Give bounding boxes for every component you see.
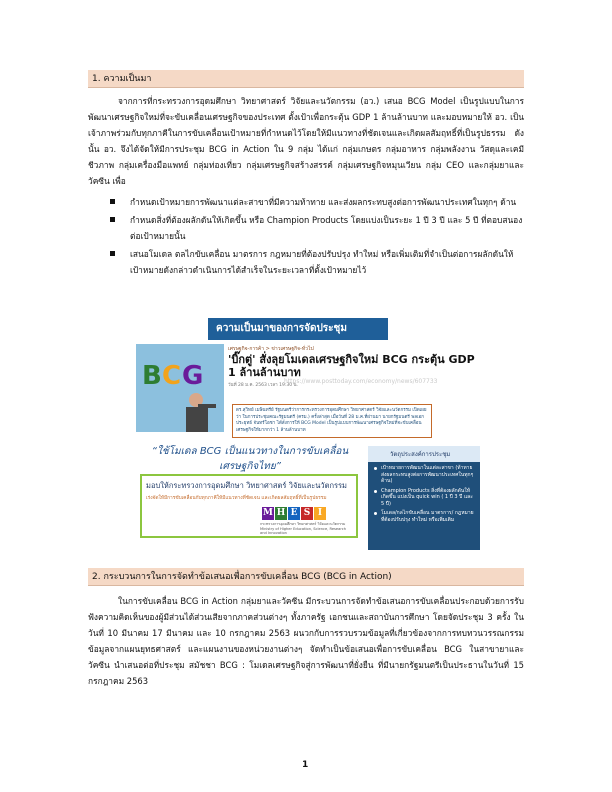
- mhesi-caption: กระทรวงการอุดมศึกษา วิทยาศาสตร์ วิจัยและนวัตกรรม Ministry of Higher Education, Science, Research and Innovation: [260, 522, 346, 535]
- mhesi-letter: M: [263, 508, 273, 518]
- objective-item: โมเดล/กลไกขับเคลื่อน มาตรการ/ กฎหมายที่ต้องปรับปรุง ทำใหม่ หรือเพิ่มเติม: [374, 510, 476, 523]
- section-1-heading: 1. ความเป็นมา: [88, 70, 524, 88]
- news-breadcrumb: เศรษฐกิจ-การค้า > ข่าวเศรษฐกิจ-ทั่วไป: [228, 346, 314, 352]
- assignment-subtitle: เร่งจัดให้มีการขับเคลื่อนกับทุกภาคีให้มีแนวทางที่ชัดเจน และเกิดผลสัมฤทธิ์ที่เป็นรูปธรรม: [146, 496, 327, 501]
- figure-slogan: “ใช้โมเดล BCG เป็นแนวทางในการขับเคลื่อนเศรษฐกิจไทย”: [151, 446, 349, 472]
- square-bullet-icon: [110, 199, 115, 204]
- bullet-item: [88, 212, 524, 244]
- svg-text:G: G: [182, 361, 204, 391]
- news-quote-box: ดร.สุวิทย์ เมษินทรีย์ รัฐมนตรีว่าการกระทรวงการอุดมศึกษา วิทยาศาสตร์ วิจัยและนวัตกรรม เปิดเผยว่า ในการประชุมคณะรัฐมนตรี (ครม.) ครั้งล่าสุด เมื่อวันที่ 28 ม.ค.ที่ผ่านมา นายกรัฐมนตรี พลเอกประยุทธ์ จันทร์โอชา ได้สั่งการให้ BCG Model เป็นรูปแบบการพัฒนาเศรษฐกิจใหม่ที่จะขับเคลื่อนเศรษฐกิจให้มากกว่า 1 ล้านล้านบาท: [232, 404, 432, 438]
- section-1-paragraph: จากการที่กระทรวงการอุดมศึกษา วิทยาศาสตร์ วิจัยและนวัตกรรม (อว.) เสนอ BCG Model เป็นรูปแบบในการพัฒนาเศรษฐกิจใหม่ที่จะขับเคลื่อนเศรษฐกิจของประเทศ ตั้งเป้าเพื่อกระตุ้น GDP 1 ล้านล้านบาท และมอบหมายให้ อว. เป็นเจ้าภาพร่วมกับทุกภาคีในการขับเคลื่อนเป้าหมายที่กำหนดไว้โดยให้มีแนวทางที่ชัดเจนและเกิดผลสัมฤทธิ์ที่เป็นรูปธรรม ดังนั้น อว. จึงได้จัดให้มีการประชุม BCG in Action ใน 9 กลุ่ม ได้แก่ กลุ่มเกษตร กลุ่มอาหาร กลุ่มพลังงาน วัสดุและเคมีชีวภาพ กลุ่มเครื่องมือแพทย์ กลุ่มท่องเที่ยว กลุ่มเศรษฐกิจสร้างสรรค์ กลุ่มเศรษฐกิจหมุนเวียน กลุ่ม CEO และกลุ่มยาและวัคซีน เพื่อ: [88, 96, 524, 186]
- news-date: วันที่ 28 ม.ค. 2563 เวลา 19:30 น.: [228, 383, 298, 388]
- news-headline: 'บิ๊กตู่' สั่งลุยโมเดลเศรษฐกิจใหม่ BCG กระตุ้น GDP 1 ล้านล้านบาท: [228, 353, 475, 379]
- section-2-paragraph: ในการขับเคลื่อน BCG in Action กลุ่มยาและวัคซีน มีกระบวนการจัดทำข้อเสนอการขับเคลื่อนประกอบด้วยการรับฟังความคิดเห็นของผู้มีส่วนได้ส่วนเสียจากภาคส่วนต่างๆ ทั้งภาครัฐ เอกชนและสถาบันการศึกษา โดยจัดประชุม 3 ครั้ง ในวันที่ 10 มีนาคม 17 มีนาคม และ 10 กรกฎาคม 2563 ผนวกกับการรวบรวมข้อมูลที่เกี่ยวข้องจากการทบทวนวรรณกรรม ข้อมูลจากแผนยุทธศาสตร์ และแผนงานของหน่วยงานต่างๆ จัดทำเป็นข้อเสนอเพื่อการขับเคลื่อน BCG ในสาขายาและวัคซีน นำเสนอต่อที่ประชุม สมัชชา BCG : โมเดลเศรษฐกิจสู่การพัฒนาที่ยั่งยืน ที่มีนายกรัฐมนตรีเป็นประธานในวันที่ 15 กรกฎาคม 2563: [88, 596, 524, 686]
- objectives-heading: วัตถุประสงค์การประชุม: [368, 446, 480, 462]
- section-1-bullet-list: [88, 194, 524, 280]
- assignment-box: [140, 474, 358, 538]
- background-infographic: [136, 318, 482, 551]
- mhesi-letter: H: [276, 508, 286, 518]
- section-2-heading: 2. กระบวนการในการจัดทำข้อเสนอเพื่อการขับเคลื่อน BCG (BCG in Action): [88, 568, 524, 586]
- mhesi-letter: I: [314, 507, 326, 520]
- objective-item: เป้าหมายการพัฒนาในแต่ละสาขา (ท้าทาย ส่งผลกระทบสูงต่อการพัฒนาประเทศในทุกๆด้าน): [374, 465, 476, 485]
- news-url: https://www.posttoday.com/economy/news/607733: [284, 378, 438, 385]
- square-bullet-icon: [110, 217, 115, 222]
- assignment-title: มอบให้กระทรวงการอุดมศึกษา วิทยาศาสตร์ วิจัยและนวัตกรรม: [146, 481, 348, 490]
- bullet-text: กำหนดเป้าหมายการพัฒนาแต่ละสาขาที่มีความท้าทาย และส่งผลกระทบสูงต่อการพัฒนาประเทศในทุกๆ ด้าน: [130, 197, 517, 207]
- svg-text:C: C: [162, 361, 182, 391]
- objectives-panel: [368, 446, 480, 550]
- bullet-text: เสนอโมเดล ตลไกขับเคลื่อน มาตรการ กฎหมายที่ต้องปรับปรุง ทำใหม่ หรือเพิ่มเติมที่จำเป็นต่อการผลักดันให้เป้าหมายดังกล่าวดำเนินการได้สำเร็จในระยะเวลาที่ตั้งเป้าหมายไว้: [130, 249, 514, 275]
- bullet-item: [88, 246, 524, 278]
- mhesi-logo: [262, 507, 326, 520]
- mhesi-letter: E: [288, 507, 300, 520]
- bullet-text: กำหนดสิ่งที่ต้องผลักดันให้เกิดขึ้น หรือ Champion Products โดยแบ่งเป็นระยะ 1 ปี 3 ปี และ 5 ปี ที่ตอบสนองต่อเป้าหมายนั้น: [130, 215, 523, 241]
- bullet-item: [88, 194, 524, 210]
- figure-banner: ความเป็นมาของการจัดประชุม: [208, 318, 388, 340]
- page-number: 1: [302, 760, 309, 770]
- svg-text:B: B: [142, 361, 162, 391]
- square-bullet-icon: [110, 251, 115, 256]
- objective-item: Champion Products สิ่งที่ต้องผลักดันให้เกิดขึ้น แบ่งเป็น quick win ( 1 ปี 3 ปี และ 5 ปี): [374, 488, 476, 508]
- news-photo: [136, 344, 224, 432]
- mhesi-letter: S: [301, 507, 313, 520]
